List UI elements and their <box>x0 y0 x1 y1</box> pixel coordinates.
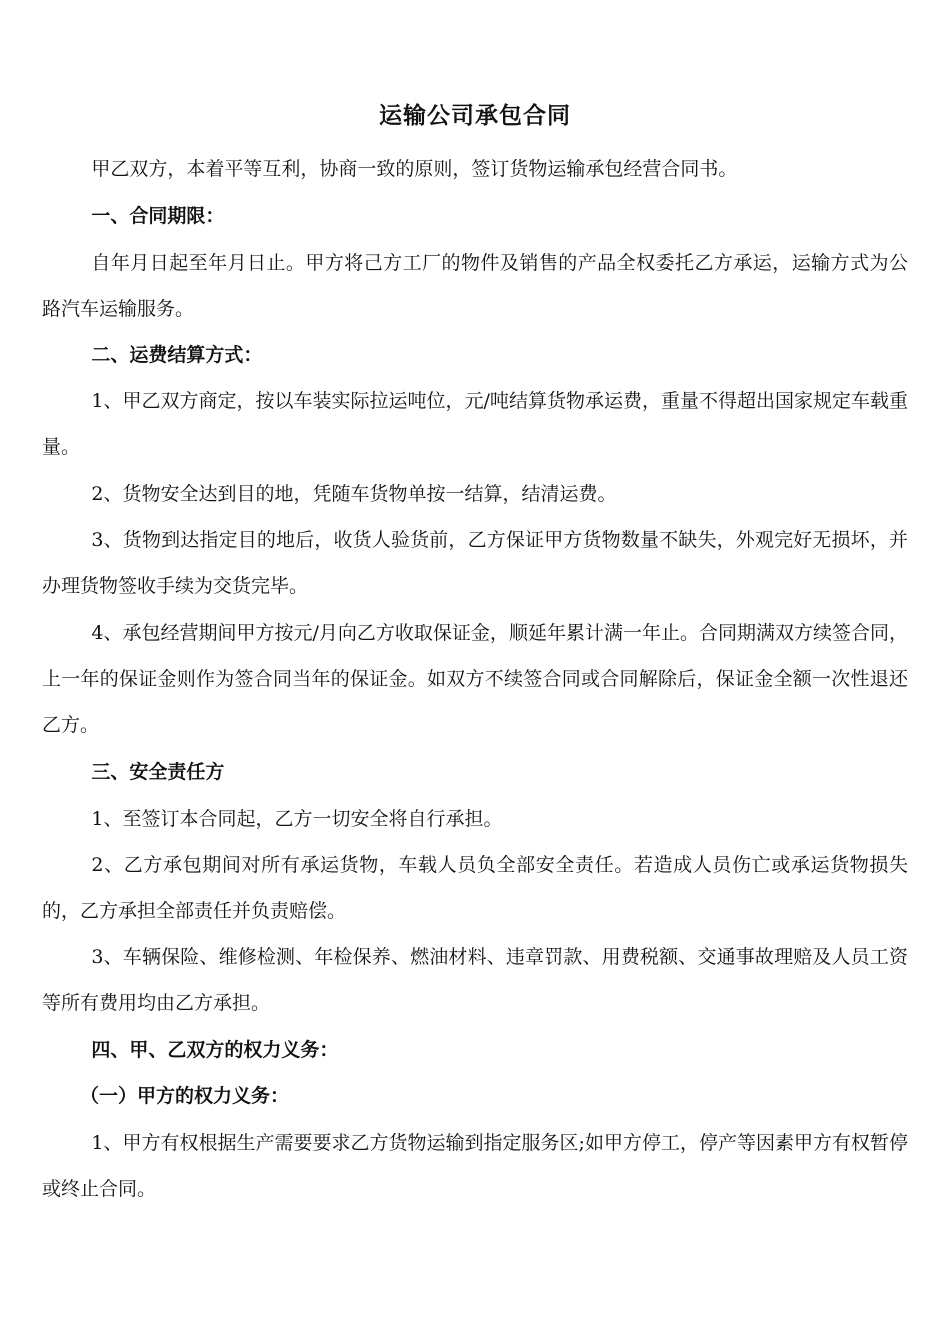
subsection-heading-party-a: （一）甲方的权力义务： <box>80 1085 290 1107</box>
freight-clause-2: 2、货物安全达到目的地，凭随车货物单按一结算，结清运费。 <box>91 483 617 505</box>
freight-clause-1: 1、甲乙双方商定，按以车装实际拉运吨位，元/吨结算货物承运费，重量不得超出国家规定车载重量。 <box>42 390 908 458</box>
section-heading-safety: 三、安全责任方 <box>91 761 225 783</box>
intro-paragraph: 甲乙双方，本着平等互利，协商一致的原则，签订货物运输承包经营合同书。 <box>91 158 738 180</box>
safety-clause-1: 1、至签订本合同起，乙方一切安全将自行承担。 <box>91 808 503 830</box>
section-heading-rights: 四、甲、乙双方的权力义务： <box>91 1039 339 1061</box>
freight-clause-4: 4、承包经营期间甲方按元/月向乙方收取保证金，顺延年累计满一年止。合同期满双方续签合同，上一年的保证金则作为签合同当年的保证金。如双方不续签合同或合同解除后，保证金全额一次性退还乙方。 <box>42 622 908 736</box>
section-heading-freight: 二、运费结算方式： <box>91 344 263 366</box>
freight-clause-3: 3、货物到达指定目的地后，收货人验货前，乙方保证甲方货物数量不缺失，外观完好无损坏，并办理货物签收手续为交货完毕。 <box>42 529 908 597</box>
safety-clause-3: 3、车辆保险、维修检测、年检保养、燃油材料、违章罚款、用费税额、交通事故理赔及人员工资等所有费用均由乙方承担。 <box>42 946 908 1014</box>
term-paragraph: 自年月日起至年月日止。甲方将己方工厂的物件及销售的产品全权委托乙方承运，运输方式为公路汽车运输服务。 <box>42 252 908 320</box>
document-title: 运输公司承包合同 <box>379 103 571 129</box>
section-heading-term: 一、合同期限： <box>91 205 225 227</box>
safety-clause-2: 2、乙方承包期间对所有承运货物，车载人员负全部安全责任。若造成人员伤亡或承运货物损失的，乙方承担全部责任并负责赔偿。 <box>42 854 908 922</box>
party-a-clause-1: 1、甲方有权根据生产需要要求乙方货物运输到指定服务区;如甲方停工，停产等因素甲方有权暂停或终止合同。 <box>42 1132 908 1200</box>
